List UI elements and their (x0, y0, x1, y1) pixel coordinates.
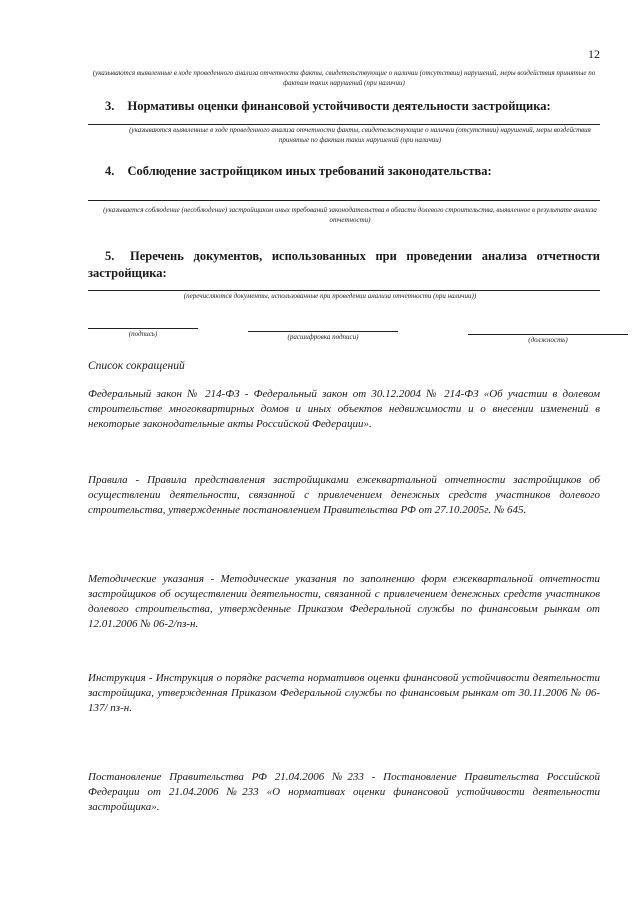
section-3-number: 3. (105, 99, 115, 113)
section-4-title: Соблюдение застройщиком иных требований законодательства: (127, 164, 492, 178)
abbreviation-item-214fz: Федеральный закон № 214-ФЗ - Федеральный закон от 30.12.2004 № 214-ФЗ «Об участии в долевом строительстве многоквартирных домов и иных объектов недвижимости и о внесении изменений в некоторые законодательные акты Российской Федерации». (88, 388, 600, 430)
signature-label: (подпись) (128, 330, 158, 338)
decoding-label: (расшифровка подписи) (287, 333, 359, 341)
section-5-heading (88, 248, 600, 282)
abbreviations-title: Список сокращений (88, 360, 185, 372)
position-label: (должность) (528, 336, 568, 344)
page-number: 12 (588, 47, 600, 61)
abbreviation-item-resolution: Постановление Правительства РФ 21.04.2006 №233 - Постановление Правительства Российской Федерации от 21.04.2006 №233 «О нормативах оценки финансовой устойчивости деятельности застройщика». (88, 771, 600, 813)
section-4-heading (105, 163, 605, 180)
section-3-heading (105, 98, 605, 115)
section-5-title: Перечень документов, использованных при проведении анализа отчетности застройщика: (88, 249, 600, 280)
section-3-title: Нормативы оценки финансовой устойчивости деятельности застройщика: (127, 99, 551, 113)
section-3-note: (указываются выявленные в ходе проведенного анализа отчетности факты, свидетельствующие о наличии (отсутствии) нарушений, меры воздействия принятые по фактам таких нарушений (при наличии) (129, 126, 591, 144)
abbreviation-item-rules: Правила - Правила представления застройщиками ежеквартальной отчетности застройщиков об осуществлении деятельности, связанной с привлечением денежных средств участников долевого строительства, утвержденные постановлением Правительства РФ от 27.10.2005г. № 645. (88, 474, 600, 516)
section-2-note: (указываются выявленные в ходе проведенного анализа отчетности факты, свидетельствующие о наличии (отсутствии) нарушений, меры воздействия принятые по фактам таких нарушений (при наличии) (92, 69, 596, 87)
abbreviation-item-guidelines: Методические указания - Методические указания по заполнению форм ежеквартальной отчетности застройщиков об осуществлении деятельности, связанной с привлечением денежных средств участников долевого строительства, утвержденные Приказом Федеральной службы по финансовым рынкам от 12.01.2006 № 06-2/пз-н. (88, 573, 600, 630)
section-4-number: 4. (105, 164, 115, 178)
section-5-number: 5. (105, 249, 115, 263)
abbreviation-item-instruction: Инструкция - Инструкция о порядке расчета нормативов оценки финансовой устойчивости деятельности застройщика, утвержденная Приказом Федеральной службы по финансовым рынкам от 30.11.2006 № 06-137/ пз-н. (88, 672, 600, 714)
section-4-note: (указывается соблюдение (несоблюдение) застройщиком иных требований законодательства в области долевого строительства, выявленное в результате анализа отчетности) (103, 206, 597, 224)
section-4-line (88, 200, 600, 201)
section-5-note: (перечисляются документы, использованные при проведении анализа отчетности (при наличии)) (183, 292, 477, 300)
